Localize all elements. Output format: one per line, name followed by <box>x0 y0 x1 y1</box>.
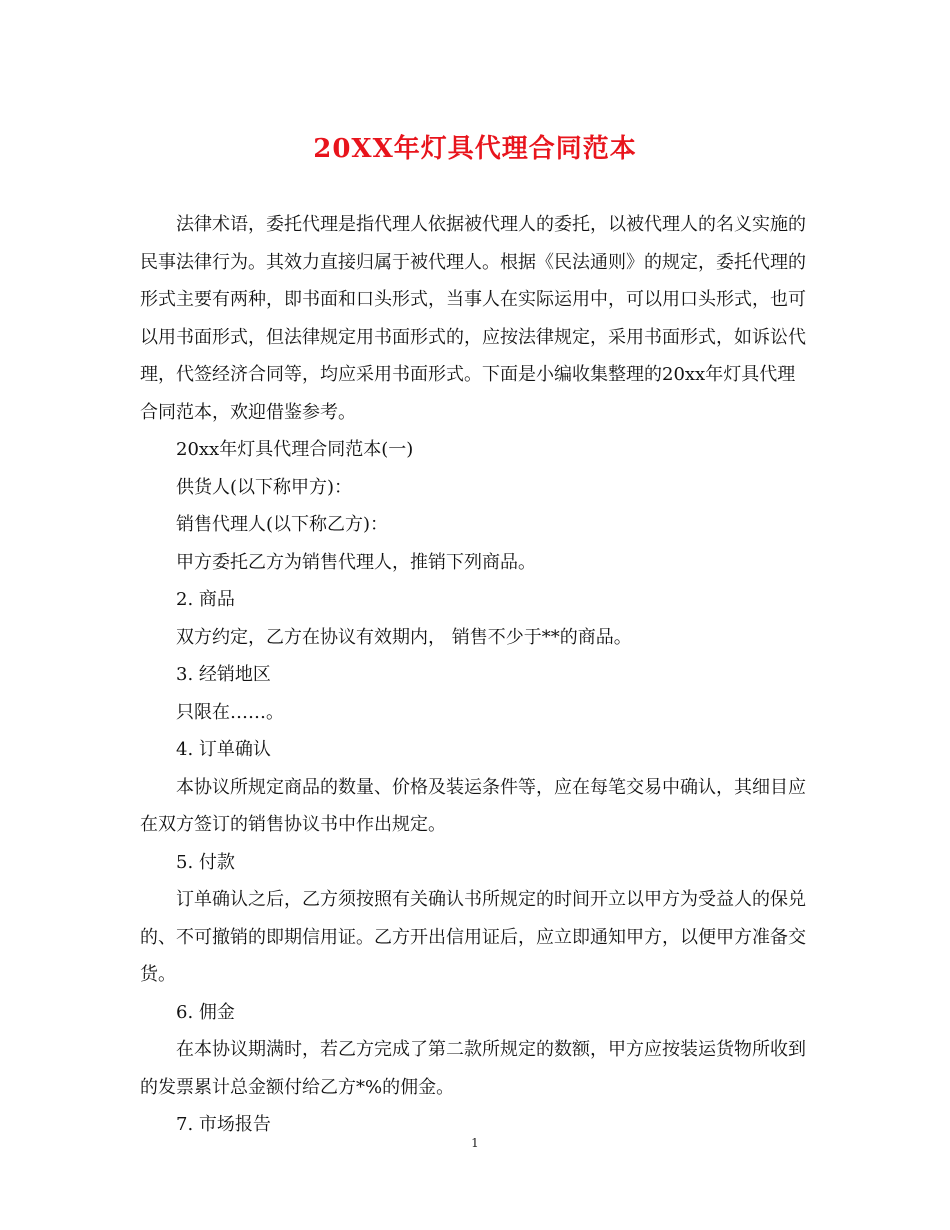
section-heading-commission: 6. 佣金 <box>176 1001 235 1023</box>
entrust-paragraph: 甲方委托乙方为销售代理人，推销下列商品。 <box>176 551 536 573</box>
region-paragraph: 只限在……。 <box>176 701 284 723</box>
payment-paragraph: 订单确认之后，乙方须按照有关确认书所规定的时间开立以甲方为受益人的保兑的、不可撤销的即期信用证。乙方开出信用证后，应立即通知甲方，以便甲方准备交货。 <box>140 889 806 985</box>
page-number: 1 <box>471 1136 479 1150</box>
document-title: 20XX年灯具代理合同范本 <box>313 134 637 164</box>
intro-paragraph: 法律术语，委托代理是指代理人依据被代理人的委托，以被代理人的名义实施的民事法律行为。其效力直接归属于被代理人。根据《民法通则》的规定，委托代理的形式主要有两种，即书面和口头形式，当事人在实际运用中，可以用口头形式，也可以用书面形式，但法律规定用书面形式的，应按法律规定，采用书面形式，如诉讼代理，代签经济合同等，均应采用书面形式。下面是小编收集整理的20xx年灯具代理合同范本，欢迎借鉴参考。 <box>140 214 806 423</box>
section-heading-market-report: 7. 市场报告 <box>176 1114 271 1135</box>
supplier-line: 供货人(以下称甲方)： <box>176 476 353 498</box>
commission-paragraph: 在本协议期满时，若乙方完成了第二款所规定的数额，甲方应按装运货物所收到的发票累计总金额付给乙方*%的佣金。 <box>140 1039 806 1098</box>
goods-paragraph: 双方约定，乙方在协议有效期内， 销售不少于**的商品。 <box>176 626 632 648</box>
agent-line: 销售代理人(以下称乙方)： <box>176 514 389 535</box>
document-body <box>140 206 812 1144</box>
order-paragraph: 本协议所规定商品的数量、价格及装运条件等，应在每笔交易中确认，其细目应在双方签订的销售协议书中作出规定。 <box>140 776 806 835</box>
section-heading-order: 4. 订单确认 <box>176 739 271 760</box>
section-heading-region: 3. 经销地区 <box>176 664 271 685</box>
contract-heading: 20xx年灯具代理合同范本(一) <box>176 439 414 460</box>
section-heading-goods: 2. 商品 <box>176 589 235 610</box>
section-heading-payment: 5. 付款 <box>176 851 235 873</box>
